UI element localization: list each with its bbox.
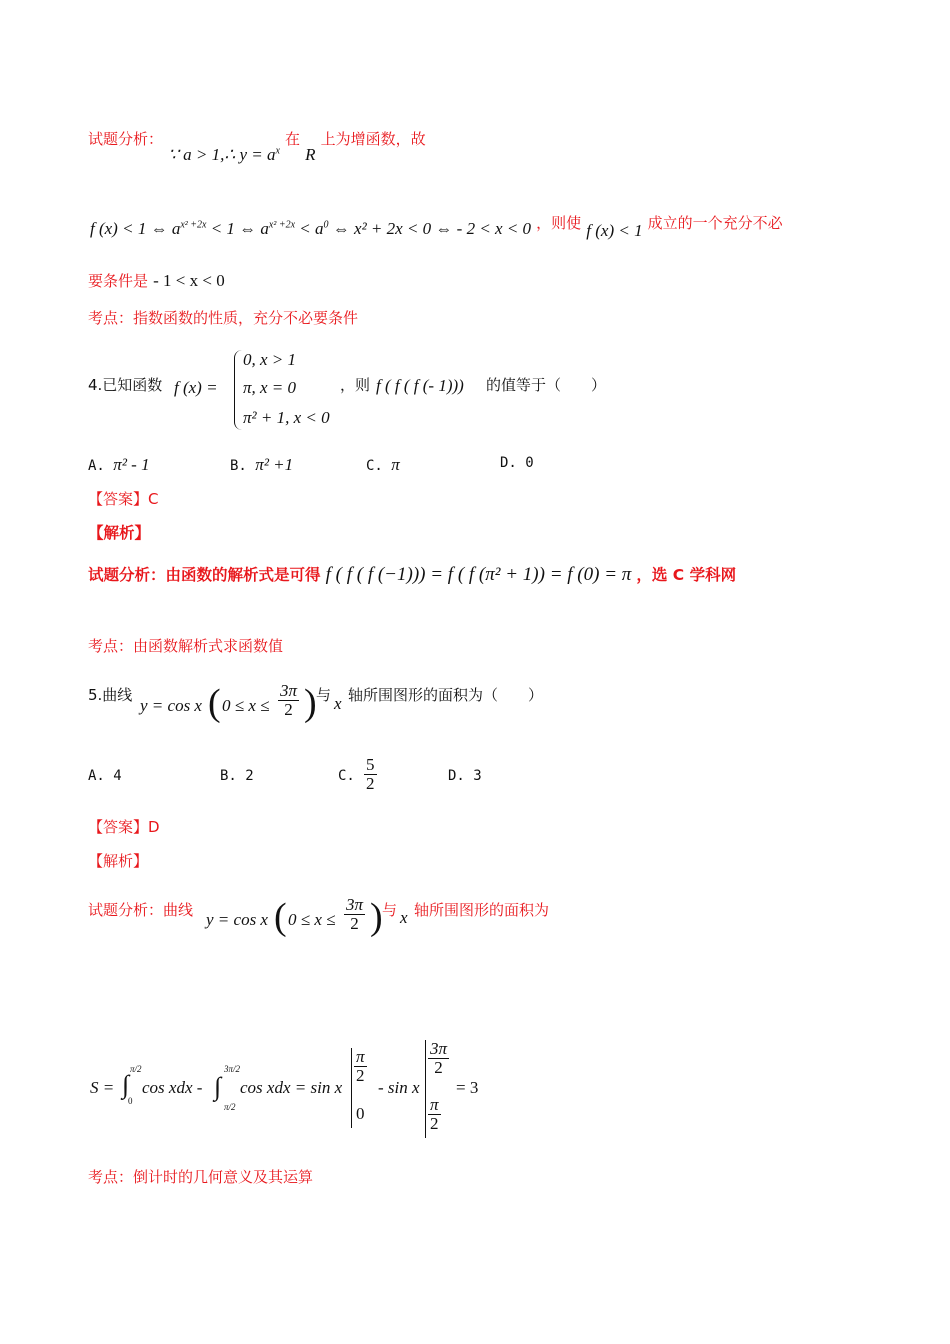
function-def: f (x) =	[174, 378, 218, 397]
option-a[interactable]: A. 4	[88, 768, 122, 784]
q3-kaodian: 考点：指数函数的性质，充分不必要条件	[88, 309, 359, 327]
question-text: 与	[316, 686, 332, 704]
math-R: R	[305, 145, 316, 164]
integral-lower: π/2	[224, 1102, 236, 1112]
option-c-fraction: $\frac{5}{2}$	[366, 755, 375, 793]
formula-minus: - sin x	[378, 1078, 420, 1097]
q3-analysis-line2	[90, 212, 783, 240]
eval-bar	[351, 1048, 352, 1128]
brace	[234, 350, 243, 430]
formula-result: = 3	[456, 1078, 479, 1097]
integral-upper: π/2	[130, 1064, 142, 1074]
eval-upper: $\frac{3\pi}{2}$	[430, 1039, 448, 1077]
question-text: ，则	[340, 376, 371, 394]
option-b[interactable]: B. 2	[220, 768, 254, 784]
integral-lower: 0	[128, 1096, 133, 1106]
integrand: cos xdx -	[142, 1078, 203, 1097]
formula-lhs: S =	[90, 1078, 115, 1097]
eval-lower: $\frac{\pi}{2}$	[430, 1095, 439, 1133]
range-fraction: $\frac{3\pi}{2}$	[280, 681, 298, 719]
analysis-text: 与	[382, 901, 398, 919]
question-text: 的值等于（ ）	[486, 376, 607, 394]
q3-analysis-line1	[88, 128, 426, 164]
curve-equation: y = cos x	[140, 696, 202, 715]
right-paren: )	[304, 682, 317, 724]
math-expression: ∵ a > 1,∴ $y = a^x$	[168, 145, 280, 164]
case-2: π, x = 0	[243, 378, 297, 397]
case-3: π² + 1, x < 0	[243, 408, 330, 427]
analysis-text: 上为增函数，故	[320, 130, 426, 148]
question-number: 5.曲线	[88, 686, 133, 704]
q4-answer: 【答案】C	[88, 490, 159, 508]
question-text: 轴所围图形的面积为（ ）	[348, 686, 544, 704]
nested-function: f ( f ( f (- 1)))	[376, 376, 464, 395]
option-a[interactable]: A. π² - 1	[88, 455, 150, 474]
math-x: x	[334, 694, 342, 713]
option-d[interactable]: D. 0	[500, 455, 534, 471]
analysis-text: ，则使	[536, 214, 582, 232]
q4-jiexi-label: 【解析】	[88, 524, 151, 542]
range-expression: 0 ≤ x ≤	[288, 910, 336, 929]
integrand: cos xdx = sin x	[240, 1078, 343, 1097]
option-b[interactable]: B. π² +1	[230, 455, 294, 474]
eval-lower: 0	[356, 1104, 365, 1123]
q5-kaodian: 考点：倒计时的几何意义及其运算	[88, 1168, 314, 1186]
q3-analysis-line3	[88, 270, 225, 291]
analysis-text: 成立的一个充分不必	[647, 214, 783, 232]
eval-upper: $\frac{\pi}{2}$	[356, 1047, 365, 1085]
integral-sign: ∫	[122, 1070, 130, 1099]
analysis-text: 在	[285, 130, 301, 148]
analysis-prefix: 试题分析：	[88, 130, 164, 148]
option-c[interactable]: C.	[338, 768, 355, 784]
case-1: 0, x > 1	[243, 350, 297, 369]
q4-kaodian: 考点：由函数解析式求函数值	[88, 637, 284, 655]
option-d[interactable]: D. 3	[448, 768, 482, 784]
q5-options	[88, 756, 508, 802]
q4-analysis	[88, 563, 736, 586]
question-number: 4.已知函数	[88, 376, 163, 394]
q5-jiexi-label: 【解析】	[88, 852, 149, 870]
integral-formula	[88, 1040, 508, 1140]
analysis-prefix: 试题分析：由函数的解析式是可得	[88, 566, 321, 584]
analysis-text: 要条件是	[88, 272, 149, 290]
math-fx: f (x) < 1	[586, 221, 643, 240]
left-paren: (	[208, 682, 221, 724]
math-x: x	[400, 908, 408, 927]
range-expression: 0 ≤ x ≤	[222, 696, 270, 715]
integral-upper: 3π/2	[224, 1064, 241, 1074]
analysis-math: f ( f ( f (−1))) = f ( f (π² + 1)) = f (0) = π	[325, 564, 632, 585]
analysis-tail: ，选 C 学科网	[636, 566, 737, 584]
left-paren: (	[274, 896, 287, 938]
q5-answer: 【答案】D	[88, 818, 160, 836]
q4-options	[88, 455, 588, 477]
eval-bar	[425, 1040, 426, 1138]
right-paren: )	[370, 896, 383, 938]
math-chain: f (x) < 1 ⇔ $a^{x^2 +2x} < 1$ ⇔ $a^{x^2 +2x} < a^0$ ⇔ x² + 2x < 0 ⇔ - 2 < x < 0	[90, 219, 532, 238]
range-fraction: $\frac{3\pi}{2}$	[346, 895, 364, 933]
integral-sign: ∫	[214, 1072, 222, 1101]
analysis-text: 轴所围图形的面积为	[414, 901, 550, 919]
curve-equation: y = cos x	[206, 910, 268, 929]
analysis-prefix: 试题分析：曲线	[88, 901, 194, 919]
math-condition: - 1 < x < 0	[153, 271, 225, 290]
option-c[interactable]: C. π	[366, 455, 400, 474]
